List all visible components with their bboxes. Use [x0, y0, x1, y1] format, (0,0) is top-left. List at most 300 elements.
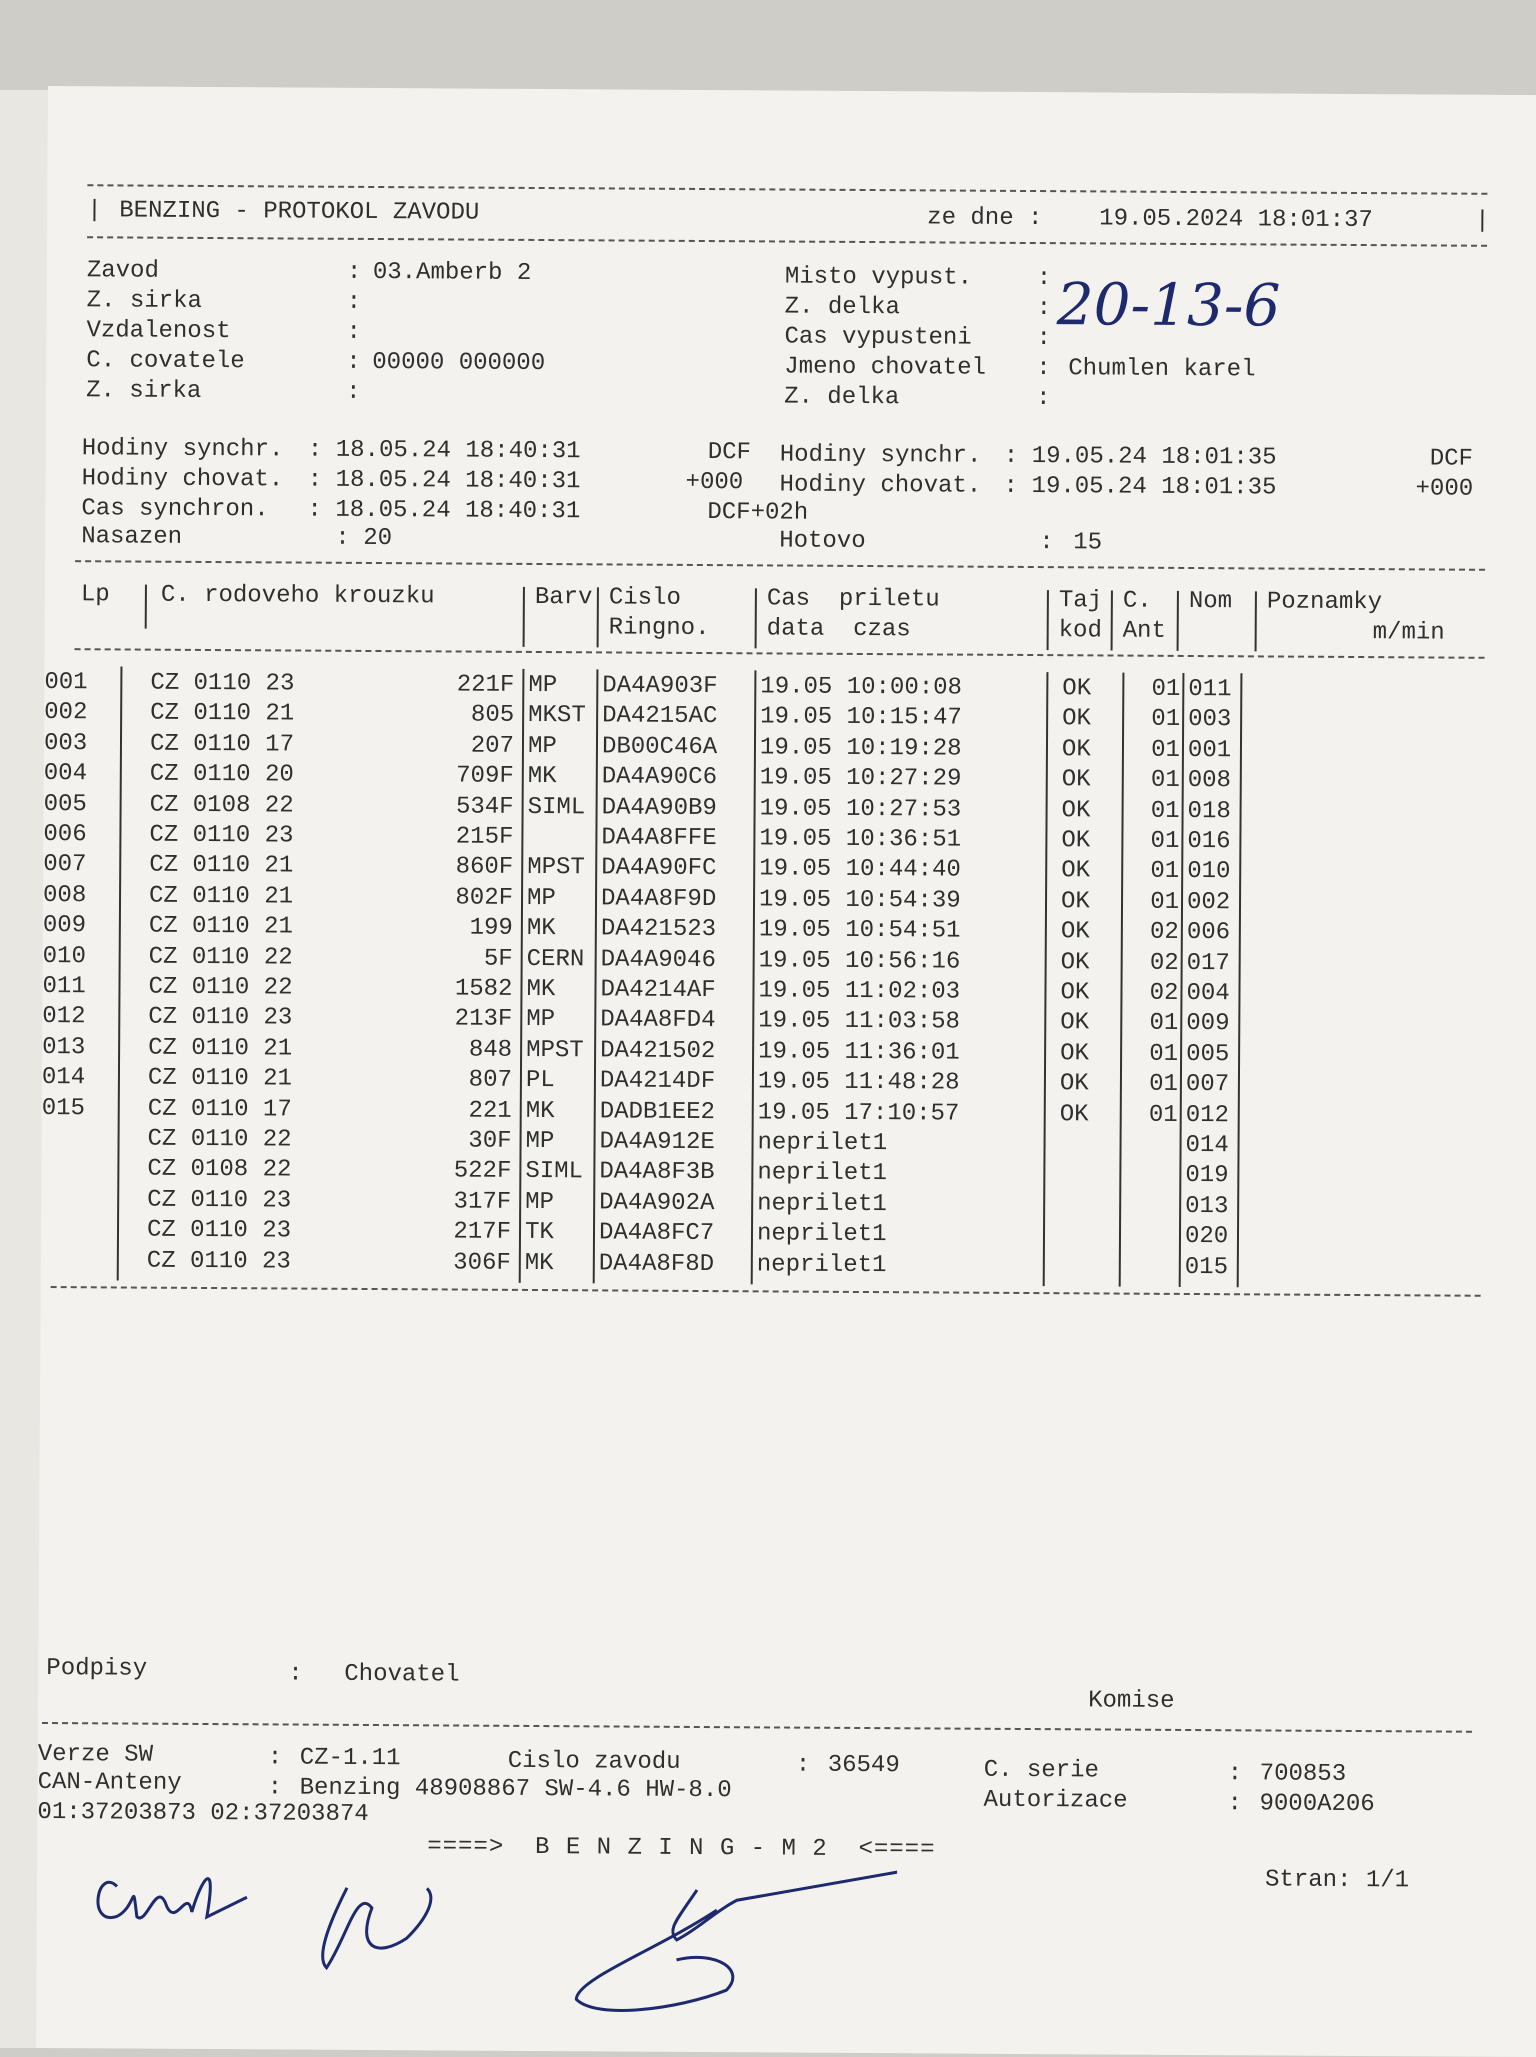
cell-ring: CZ 0110 23	[148, 1003, 408, 1035]
cell-antenna: 01	[1132, 1100, 1178, 1130]
cell-antenna: 01	[1134, 705, 1180, 735]
cell-secret: OK	[1060, 1100, 1110, 1130]
cell-color: MP	[528, 671, 598, 701]
table-row	[48, 86, 1536, 95]
sync-label: Hodiny chovat.	[779, 470, 981, 501]
info-left	[48, 86, 1536, 95]
cell-color: MK	[526, 975, 596, 1005]
cell-secret: OK	[1060, 1069, 1110, 1099]
cell-color: MP	[527, 884, 597, 914]
info-label: Jmeno chovatel	[784, 353, 986, 384]
info-colon: :	[346, 348, 361, 378]
cell-secret: OK	[1062, 735, 1112, 765]
sync-value: 18.05.24 18:40:31	[336, 466, 581, 497]
cell-lp: 005	[44, 790, 114, 820]
cell-secret: OK	[1060, 1009, 1110, 1039]
sync-colon: :	[307, 496, 322, 526]
cell-ring-number: 215F	[393, 822, 513, 853]
cell-arrival: 19.05 10:00:08	[760, 672, 1045, 704]
sync-suffix: +000	[685, 468, 743, 498]
cell-color: SIML	[528, 793, 598, 823]
footer	[48, 86, 1536, 95]
cell-chip: DB00C46A	[602, 732, 752, 763]
cell-nom: 006	[1187, 918, 1237, 948]
info-value: 03.Amberb 2	[373, 258, 532, 289]
cell-ring: CZ 0110 22	[147, 1125, 407, 1157]
cell-antenna: 02	[1133, 918, 1179, 948]
table-row	[48, 86, 1536, 95]
col-header-cas: Cas priletu	[767, 584, 940, 615]
info-value: 00000 000000	[372, 348, 545, 379]
cell-nom: 007	[1186, 1070, 1236, 1100]
table-row	[48, 86, 1536, 95]
table-row	[48, 86, 1536, 95]
cell-ring: CZ 0110 17	[148, 1094, 408, 1126]
cell-lp: 009	[43, 911, 113, 941]
header-bar-left: |	[87, 196, 102, 226]
cell-nom: 018	[1187, 797, 1237, 827]
cell-arrival: 19.05 11:03:58	[758, 1007, 1043, 1039]
footer-colon: :	[796, 1751, 811, 1781]
sync-right	[48, 86, 1536, 95]
report-title: BENZING - PROTOKOL ZAVODU	[119, 196, 479, 228]
table-row	[48, 86, 1536, 95]
handwritten-signatures	[76, 1816, 897, 2041]
footer-divider	[42, 1722, 1472, 1733]
cell-secret: OK	[1061, 917, 1111, 947]
cell-antenna: 01	[1132, 1070, 1178, 1100]
header-divider-top	[87, 184, 1487, 195]
cell-ring: CZ 0110 21	[148, 1064, 408, 1096]
cell-ring: CZ 0110 21	[149, 851, 409, 883]
cell-chip: DA4A8F9D	[601, 884, 751, 915]
cell-nom: 011	[1188, 675, 1238, 705]
sync-value: 18.05.24 18:40:31	[335, 496, 580, 527]
table-row	[48, 86, 1536, 95]
cell-color: MP	[526, 1005, 596, 1035]
cell-secret: OK	[1061, 826, 1111, 856]
cell-ring-number: 317F	[391, 1187, 511, 1218]
cell-arrival: 19.05 10:19:28	[760, 733, 1045, 765]
antenna-ids: 01:37203873 02:37203874	[37, 1798, 368, 1830]
sync-colon: :	[308, 436, 323, 466]
sync-suffix: DCF+02h	[707, 498, 808, 529]
cell-ring: CZ 0110 23	[147, 1185, 407, 1217]
col-header-taj: Taj	[1059, 586, 1102, 616]
cell-arrival: 19.05 10:27:53	[760, 794, 1045, 826]
header-separator	[1255, 591, 1257, 651]
handwritten-note: 20-13-6	[1056, 270, 1280, 339]
header-bar-right: |	[1475, 207, 1490, 237]
table-row	[48, 86, 1536, 95]
col-header-ring: C. rodoveho krouzku	[161, 581, 435, 613]
cell-secret: OK	[1060, 1039, 1110, 1069]
cell-ring: CZ 0110 22	[149, 942, 409, 974]
info-colon: :	[1036, 324, 1051, 354]
cell-secret: OK	[1061, 857, 1111, 887]
cell-arrival: neprilet1	[757, 1189, 1042, 1221]
cell-antenna: 01	[1132, 1009, 1178, 1039]
footer-colon: :	[268, 1773, 283, 1803]
cell-arrival: 19.05 10:56:16	[759, 946, 1044, 978]
cell-arrival: 19.05 10:36:51	[759, 824, 1044, 856]
cell-color: MKST	[528, 701, 598, 731]
sync-colon: :	[335, 524, 350, 554]
cell-nom: 013	[1185, 1192, 1235, 1222]
cell-color: PL	[526, 1066, 596, 1096]
header-separator	[1177, 591, 1179, 651]
info-label: Z. sirka	[87, 286, 202, 317]
footer-colon: :	[1228, 1759, 1243, 1789]
cell-lp: 003	[44, 729, 114, 759]
cell-nom: 014	[1185, 1131, 1235, 1161]
col-header-taj-sub: kod	[1059, 616, 1102, 646]
header-divider-bottom	[87, 236, 1487, 247]
cell-nom: 008	[1188, 766, 1238, 796]
col-header-ant: C.	[1123, 587, 1152, 617]
cell-chip: DA4A8F8D	[599, 1249, 749, 1280]
sync-label: Hodiny synchr.	[82, 434, 284, 465]
cell-color: MPST	[526, 1036, 596, 1066]
sync-value: 20	[363, 524, 392, 554]
cell-antenna: 01	[1134, 675, 1180, 705]
cell-nom: 019	[1185, 1161, 1235, 1191]
info-colon: :	[347, 288, 362, 318]
race-number-label: Cislo zavodu	[508, 1747, 681, 1778]
cell-lp: 014	[42, 1063, 112, 1093]
signatures-label: Podpisy	[46, 1654, 147, 1685]
cell-ring-number: 522F	[391, 1157, 511, 1188]
table-row	[48, 86, 1536, 95]
table-row	[48, 86, 1536, 95]
cell-lp: 015	[42, 1094, 112, 1124]
cell-ring: CZ 0108 22	[147, 1155, 407, 1187]
column-line	[1119, 673, 1125, 1287]
cell-nom: 001	[1188, 736, 1238, 766]
cell-arrival: 19.05 10:27:29	[760, 764, 1045, 796]
cell-color: MP	[525, 1188, 595, 1218]
sync-label: Nasazen	[81, 522, 182, 553]
cell-lp: 008	[43, 881, 113, 911]
col-header-cislo-sub: Ringno.	[609, 613, 710, 644]
cell-chip: DA4A9046	[601, 945, 751, 976]
cell-arrival: neprilet1	[757, 1128, 1042, 1160]
cell-arrival: neprilet1	[757, 1159, 1042, 1191]
cell-arrival: 19.05 10:15:47	[760, 703, 1045, 735]
header-separator	[755, 588, 757, 648]
table-row	[48, 86, 1536, 95]
cell-secret: OK	[1061, 796, 1111, 826]
table-divider-bottom	[51, 1286, 1481, 1297]
authorization-label: Autorizace	[983, 1786, 1127, 1817]
col-header-nom: Nom	[1189, 587, 1232, 617]
sync-suffix: +000	[1415, 474, 1473, 504]
cell-ring-number: 5F	[393, 944, 513, 975]
cell-ring: CZ 0110 17	[150, 729, 410, 761]
cell-ring-number: 848	[392, 1035, 512, 1066]
report-date-value: 19.05.2024 18:01:37	[1099, 204, 1373, 236]
cell-secret: OK	[1061, 948, 1111, 978]
cell-ring-number: 1582	[392, 974, 512, 1005]
cell-nom: 012	[1186, 1101, 1236, 1131]
cell-ring-number: 221F	[394, 670, 514, 701]
cell-ring-number: 860F	[393, 853, 513, 884]
cell-antenna: 01	[1134, 735, 1180, 765]
table-body	[48, 86, 1536, 95]
cell-color: MP	[528, 732, 598, 762]
cell-ring-number: 802F	[393, 883, 513, 914]
cell-ring-number: 199	[393, 913, 513, 944]
cell-antenna: 02	[1133, 948, 1179, 978]
signature-breeder-label: Chovatel	[344, 1660, 459, 1691]
footer-colon: :	[1227, 1789, 1242, 1819]
cell-lp: 001	[44, 668, 114, 698]
info-colon: :	[346, 318, 361, 348]
info-label: Zavod	[87, 256, 159, 286]
race-number-value: 36549	[828, 1751, 900, 1781]
cell-ring: CZ 0110 21	[150, 699, 410, 731]
cell-nom: 005	[1186, 1040, 1236, 1070]
cell-chip: DADB1EE2	[600, 1097, 750, 1128]
column-line	[519, 669, 525, 1283]
cell-ring-number: 213F	[392, 1005, 512, 1036]
info-label: Misto vypust.	[785, 263, 972, 294]
col-header-notes-sub: m/min	[1373, 618, 1445, 648]
series-label: C. serie	[984, 1756, 1099, 1787]
cell-secret: OK	[1060, 978, 1110, 1008]
sync-colon: :	[1003, 472, 1018, 502]
sync-value: 19.05.24 18:01:35	[1031, 472, 1276, 503]
cell-chip: DA4214DF	[600, 1067, 750, 1098]
header-separator	[1047, 590, 1049, 650]
sync-label: Hodiny chovat.	[82, 464, 284, 495]
cell-color: TK	[525, 1218, 595, 1248]
cell-nom: 002	[1187, 888, 1237, 918]
breeder-name: Chumlen karel	[1068, 354, 1255, 385]
authorization-value: 9000A206	[1259, 1789, 1374, 1820]
cell-ring: CZ 0110 22	[148, 973, 408, 1005]
cell-nom: 010	[1187, 857, 1237, 887]
cell-arrival: neprilet1	[757, 1250, 1042, 1282]
cell-color: MPST	[527, 853, 597, 883]
cell-chip: DA421502	[600, 1036, 750, 1067]
cell-nom: 020	[1185, 1222, 1235, 1252]
sync-colon: :	[1039, 528, 1054, 558]
cell-nom: 015	[1185, 1253, 1235, 1283]
cell-chip: DA4A903F	[602, 671, 752, 702]
cell-lp: 011	[42, 972, 112, 1002]
sync-suffix: DCF	[1430, 444, 1473, 474]
cell-color: MP	[525, 1127, 595, 1157]
header-separator	[597, 587, 599, 647]
table-row	[48, 86, 1536, 95]
col-header-cas-sub: data czas	[767, 614, 911, 645]
cell-antenna: 01	[1133, 887, 1179, 917]
cell-arrival: 19.05 10:54:51	[759, 916, 1044, 948]
header-separator	[145, 585, 147, 629]
cell-ring-number: 30F	[391, 1126, 511, 1157]
cell-nom: 016	[1187, 827, 1237, 857]
cell-lp: 013	[42, 1033, 112, 1063]
sw-version-label: Verze SW	[38, 1740, 153, 1771]
info-colon: :	[1036, 354, 1051, 384]
cell-ring: CZ 0108 22	[150, 790, 410, 822]
signature-commission-label: Komise	[1088, 1686, 1175, 1717]
page-number: Stran: 1/1	[1265, 1865, 1409, 1896]
cell-ring-number: 709F	[394, 761, 514, 792]
cell-color: MK	[528, 762, 598, 792]
cell-color: SIML	[525, 1157, 595, 1187]
col-header-notes: Poznamky	[1267, 587, 1382, 618]
table-header	[48, 86, 1536, 95]
cell-arrival: 19.05 10:44:40	[759, 855, 1044, 887]
cell-antenna: 01	[1134, 766, 1180, 796]
cell-lp: 002	[44, 698, 114, 728]
cell-chip: DA4A8F3B	[599, 1158, 749, 1189]
info-label: Z. delka	[784, 383, 899, 414]
cell-ring-number: 221	[392, 1096, 512, 1127]
cell-ring-number: 805	[394, 701, 514, 732]
sync-left	[48, 86, 1536, 95]
info-colon: :	[346, 378, 361, 408]
cell-ring-number: 807	[392, 1065, 512, 1096]
cell-arrival: neprilet1	[757, 1220, 1042, 1252]
info-right	[48, 86, 1536, 95]
cell-ring: CZ 0110 23	[147, 1216, 407, 1248]
report-date-label: ze dne :	[927, 203, 1042, 234]
cell-ring: CZ 0110 21	[148, 1033, 408, 1065]
cell-chip: DA421523	[601, 915, 751, 946]
info-colon: :	[1037, 294, 1052, 324]
table-row	[48, 86, 1536, 95]
cell-ring: CZ 0110 21	[149, 912, 409, 944]
cell-chip: DA4214AF	[600, 975, 750, 1006]
column-line	[117, 666, 123, 1280]
cell-ring-number: 306F	[391, 1248, 511, 1279]
cell-color: CERN	[527, 945, 597, 975]
cell-chip: DA4A90B9	[602, 793, 752, 824]
cell-chip: DA4A8FD4	[600, 1006, 750, 1037]
series-value: 700853	[1260, 1759, 1347, 1790]
cell-ring-number: 207	[394, 731, 514, 762]
cell-ring-number: 534F	[394, 792, 514, 823]
cell-secret: OK	[1062, 705, 1112, 735]
cell-arrival: 19.05 10:54:39	[759, 885, 1044, 917]
header-separator	[523, 587, 525, 647]
cell-ring-number: 217F	[391, 1217, 511, 1248]
cell-ring: CZ 0110 21	[149, 881, 409, 913]
info-label: Vzdalenost	[86, 316, 230, 347]
cell-lp: 012	[42, 1002, 112, 1032]
info-label: Z. delka	[785, 293, 900, 324]
cell-color: MK	[527, 914, 597, 944]
cell-antenna: 01	[1133, 796, 1179, 826]
sync-colon: :	[308, 466, 323, 496]
table-row	[48, 86, 1536, 95]
table-divider-header	[75, 648, 1485, 659]
sync-label: Cas synchron.	[81, 494, 268, 525]
cell-arrival: 19.05 11:02:03	[758, 976, 1043, 1008]
cell-chip: DA4A912E	[599, 1127, 749, 1158]
signatures-colon: :	[288, 1659, 303, 1689]
cell-ring: CZ 0110 23	[149, 821, 409, 853]
cell-lp: 010	[43, 942, 113, 972]
cell-color: MK	[525, 1249, 595, 1279]
cell-chip: DA4A90C6	[602, 763, 752, 794]
cell-antenna: 01	[1133, 857, 1179, 887]
table-row	[48, 86, 1536, 95]
info-colon: :	[1037, 264, 1052, 294]
cell-arrival: 19.05 11:36:01	[758, 1037, 1043, 1069]
cell-antenna: 01	[1132, 1039, 1178, 1069]
sync-label: Hodiny synchr.	[780, 440, 982, 471]
sw-version-value: CZ-1.11	[300, 1744, 401, 1775]
cell-antenna: 01	[1133, 827, 1179, 857]
cell-ring: CZ 0110 20	[150, 760, 410, 792]
cell-chip: DA4A8FFE	[601, 823, 751, 854]
cell-nom: 017	[1187, 949, 1237, 979]
info-label: Z. sirka	[86, 376, 201, 407]
table-row	[48, 86, 1536, 95]
sync-suffix: DCF	[708, 438, 751, 468]
table-row	[48, 86, 1536, 95]
cell-lp: 006	[43, 820, 113, 850]
col-header-ant-sub: Ant	[1123, 617, 1166, 647]
info-colon: :	[347, 258, 362, 288]
cell-color: MK	[526, 1097, 596, 1127]
info-label: C. covatele	[86, 346, 245, 377]
table-row	[48, 86, 1536, 95]
table-divider-top	[75, 560, 1485, 571]
sync-value: 19.05.24 18:01:35	[1032, 442, 1277, 473]
table-row	[48, 86, 1536, 95]
antenna-value: Benzing 48908867 SW-4.6 HW-8.0	[300, 1774, 732, 1807]
table-row	[48, 86, 1536, 95]
cell-secret: OK	[1061, 887, 1111, 917]
table-row	[48, 86, 1536, 95]
device-brand: ====> B E N Z I N G - M 2 <====	[427, 1832, 935, 1865]
cell-chip: DA4A8FC7	[599, 1219, 749, 1250]
cell-chip: DA4215AC	[602, 702, 752, 733]
cell-secret: OK	[1062, 674, 1112, 704]
col-header-cislo: Cislo	[609, 583, 681, 613]
cell-lp: 007	[43, 850, 113, 880]
cell-ring: CZ 0110 23	[147, 1246, 407, 1278]
sync-label: Hotovo	[779, 526, 866, 557]
cell-ring: CZ 0110 23	[150, 669, 410, 701]
header-separator	[1111, 591, 1113, 651]
info-colon: :	[1036, 384, 1051, 414]
cell-lp: 004	[44, 759, 114, 789]
cell-chip: DA4A902A	[599, 1188, 749, 1219]
antenna-label: CAN-Anteny	[38, 1768, 182, 1799]
col-header-barv: Barv	[535, 583, 593, 613]
sync-value: 15	[1073, 528, 1102, 558]
footer-colon: :	[268, 1743, 283, 1773]
cell-nom: 004	[1186, 979, 1236, 1009]
cell-chip: DA4A90FC	[601, 854, 751, 885]
cell-arrival: 19.05 17:10:57	[758, 1098, 1043, 1130]
cell-arrival: 19.05 11:48:28	[758, 1068, 1043, 1100]
cell-nom: 009	[1186, 1009, 1236, 1039]
cell-antenna: 02	[1132, 979, 1178, 1009]
col-header-lp: Lp	[81, 580, 110, 610]
sync-colon: :	[1004, 442, 1019, 472]
cell-secret: OK	[1062, 765, 1112, 795]
cell-nom: 003	[1188, 705, 1238, 735]
protocol-page	[36, 86, 1536, 2057]
info-label: Cas vypusteni	[784, 323, 971, 354]
